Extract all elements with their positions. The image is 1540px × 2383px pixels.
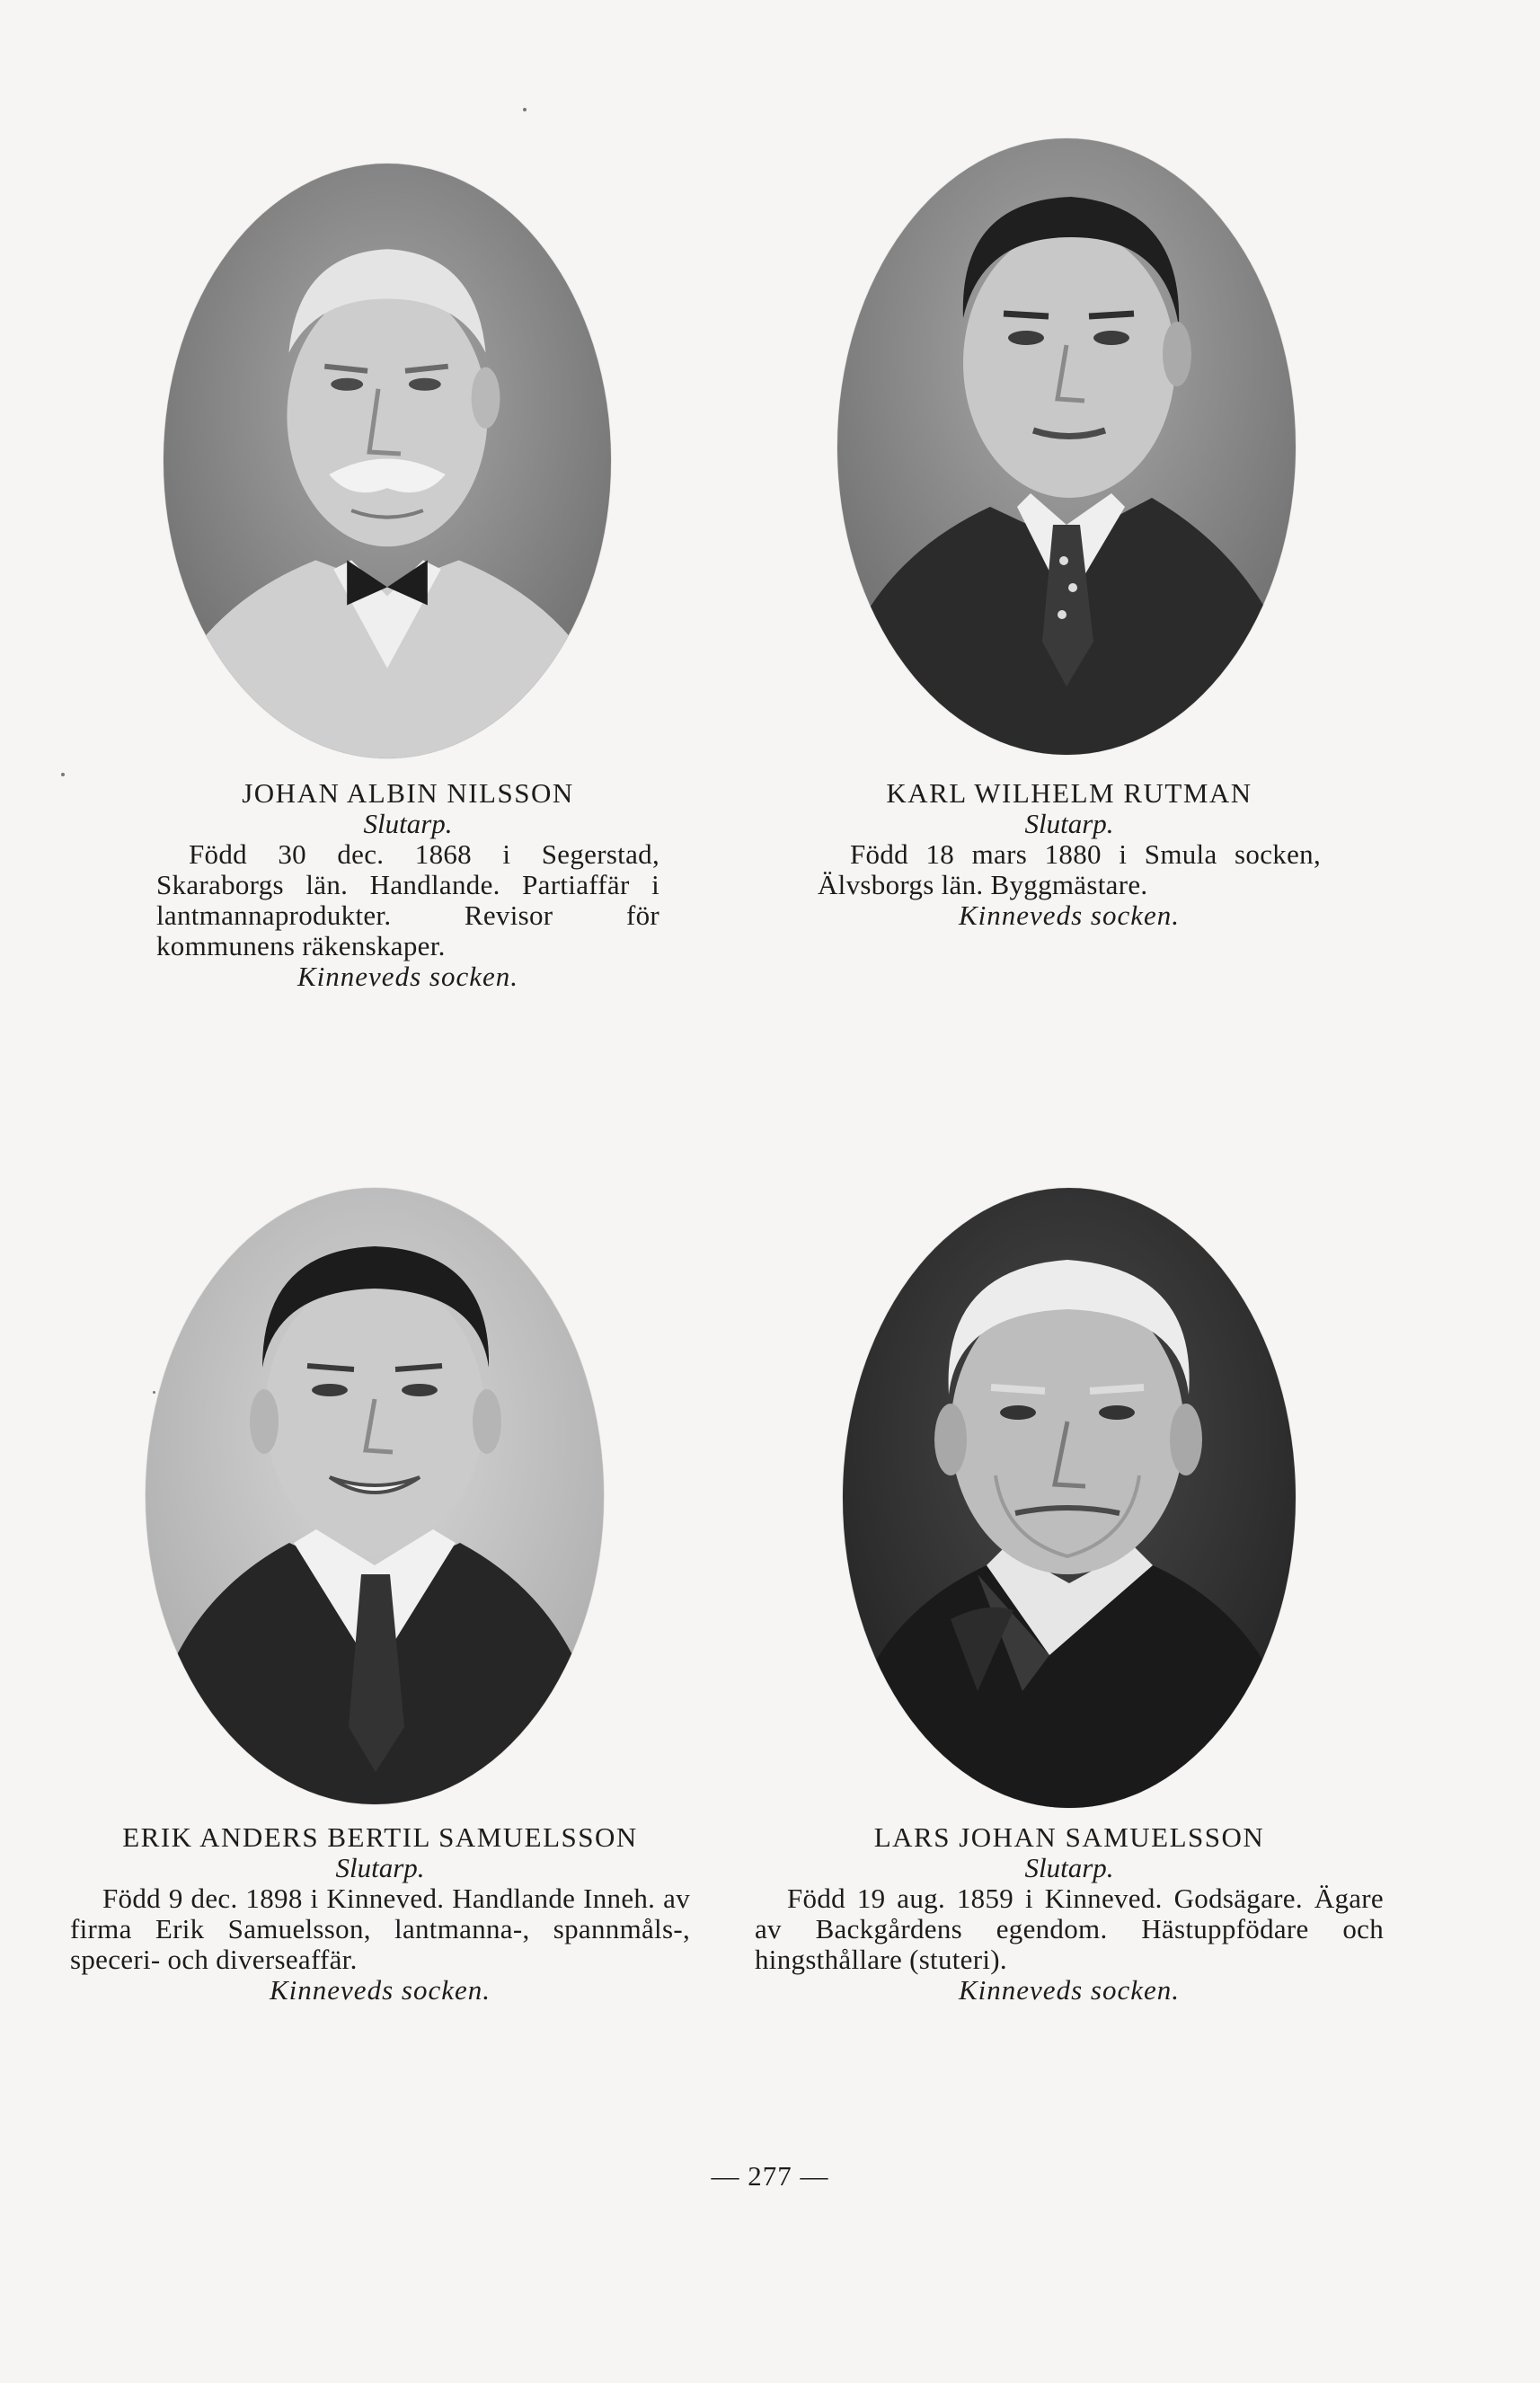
person-name: JOHAN ALBIN NILSSON — [242, 777, 574, 809]
portrait-karl-wilhelm-rutman — [837, 138, 1296, 755]
residence: Slutarp. — [363, 808, 453, 839]
portrait-lars-johan-samuelsson — [843, 1188, 1296, 1808]
residence: Slutarp. — [1024, 808, 1114, 839]
portrait-johan-albin-nilsson — [164, 164, 611, 758]
page-number: — 277 — — [711, 2160, 829, 2192]
parish: Kinneveds socken. — [297, 961, 518, 992]
biography: Född 30 dec. 1868 i Segerstad, Skaraborgs län. Handlande. Partiaffär i lantmannaprodukter. Revisor för kommunens räkenskaper. — [156, 838, 659, 961]
portrait-photo-icon — [843, 1188, 1296, 1808]
portrait-photo-icon — [146, 1188, 604, 1804]
person-name: KARL WILHELM RUTMAN — [886, 777, 1252, 809]
entry-johan-albin-nilsson — [156, 778, 659, 992]
portrait-photo-icon — [164, 164, 611, 758]
residence: Slutarp. — [335, 1852, 425, 1883]
scan-speck — [523, 108, 527, 111]
person-name: ERIK ANDERS BERTIL SAMUELSSON — [122, 1821, 638, 1853]
portrait-erik-anders-bertil-samuelsson — [146, 1188, 604, 1804]
entry-erik-anders-bertil-samuelsson — [70, 1822, 690, 2006]
biography: Född 9 dec. 1898 i Kinneved. Handlande Inneh. av firma Erik Samuelsson, lantmanna-, spannmåls-, speceri- och diverseaffär. — [70, 1882, 690, 1975]
biography: Född 19 aug. 1859 i Kinneved. Godsägare. Ägare av Backgårdens egendom. Hästuppfödare och hingsthållare (stuteri). — [755, 1882, 1384, 1975]
person-name: LARS JOHAN SAMUELSSON — [873, 1821, 1265, 1853]
parish: Kinneveds socken. — [959, 899, 1180, 931]
parish: Kinneveds socken. — [959, 1974, 1180, 2006]
biography: Född 18 mars 1880 i Smula socken, Älvsborgs län. Byggmästare. — [818, 838, 1321, 900]
scan-speck — [61, 773, 65, 776]
parish: Kinneveds socken. — [270, 1974, 491, 2006]
portrait-photo-icon — [837, 138, 1296, 755]
entry-lars-johan-samuelsson — [755, 1822, 1384, 2006]
entry-karl-wilhelm-rutman — [818, 778, 1321, 931]
residence: Slutarp. — [1024, 1852, 1114, 1883]
scan-speck — [153, 1391, 155, 1394]
